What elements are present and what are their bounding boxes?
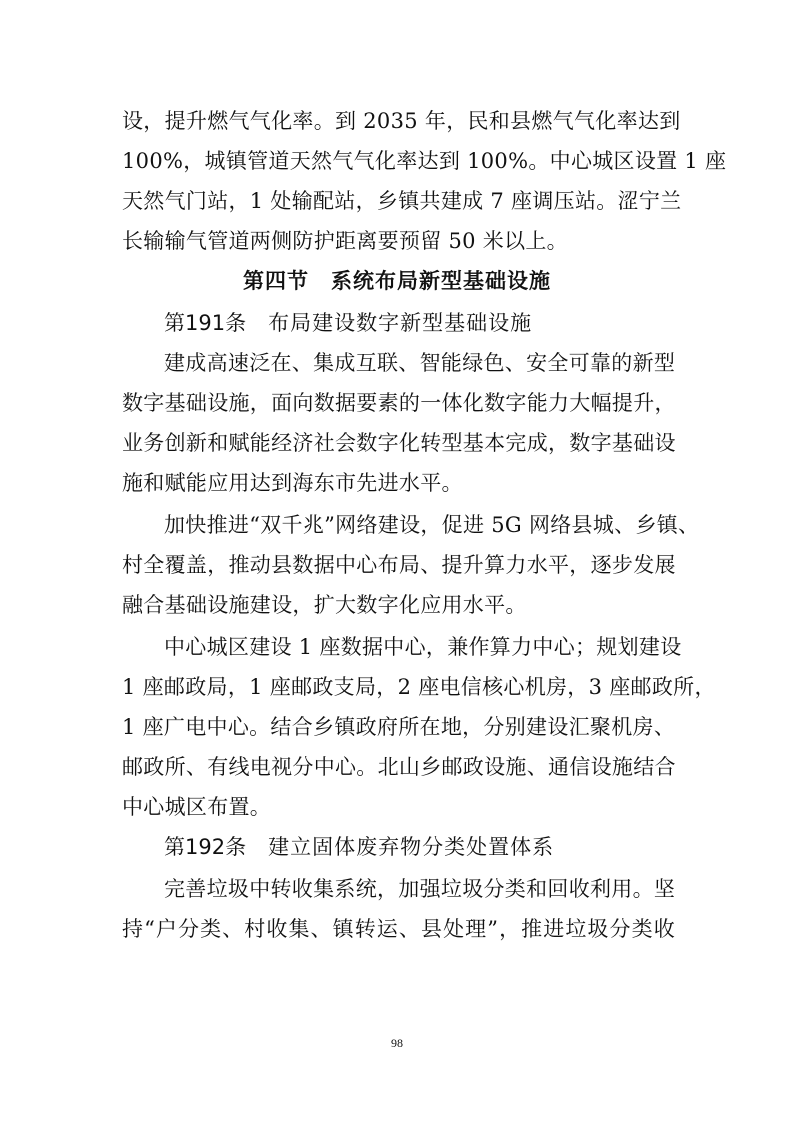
article-number: 第192条 (164, 835, 247, 859)
body-line: 100%，城镇管道天然气气化率达到 100%。中心城区设置 1 座 (122, 149, 727, 173)
body-line: 1 座邮政局，1 座邮政支局，2 座电信核心机房，3 座邮政所， (122, 675, 716, 699)
body-line: 邮政所、有线电视分中心。北山乡邮政设施、通信设施结合 (122, 755, 676, 779)
body-line: 天然气门站，1 处输配站，乡镇共建成 7 座调压站。涩宁兰 (122, 189, 682, 213)
article-191-heading (164, 310, 532, 336)
body-line: 融合基础设施建设，扩大数字化应用水平。 (122, 593, 527, 617)
body-line: 施和赋能应用达到海东市先进水平。 (122, 471, 463, 495)
article-number: 第191条 (164, 311, 247, 335)
body-line: 完善垃圾中转收集系统，加强垃圾分类和回收利用。坚 (164, 877, 676, 901)
body-line: 1 座广电中心。结合乡镇政府所在地，分别建设汇聚机房、 (122, 715, 676, 739)
body-line: 加快推进“双千兆”网络建设，促进 5G 网络县城、乡镇、 (164, 513, 700, 537)
article-192-heading (164, 834, 554, 860)
body-line: 建成高速泛在、集成互联、智能绿色、安全可靠的新型 (164, 351, 676, 375)
section-title: 第四节 系统布局新型基础设施 (243, 269, 551, 293)
body-line: 村全覆盖，推动县数据中心布局、提升算力水平，逐步发展 (122, 553, 676, 577)
body-line: 业务创新和赋能经济社会数字化转型基本完成，数字基础设 (122, 431, 676, 455)
page-number: 98 (391, 1036, 403, 1050)
article-title: 布局建设数字新型基础设施 (268, 311, 533, 335)
body-line: 中心城区布置。 (122, 795, 272, 819)
body-line: 设，提升燃气气化率。到 2035 年，民和县燃气气化率达到 (122, 109, 681, 133)
body-line: 持“户分类、村收集、镇转运、县处理”，推进垃圾分类收 (122, 917, 675, 941)
body-line: 长输输气管道两侧防护距离要预留 50 米以上。 (122, 229, 568, 253)
body-line: 数字基础设施，面向数据要素的一体化数字能力大幅提升， (122, 391, 676, 415)
body-line: 中心城区建设 1 座数据中心，兼作算力中心；规划建设 (164, 635, 682, 659)
article-title: 建立固体废弃物分类处置体系 (268, 835, 555, 859)
